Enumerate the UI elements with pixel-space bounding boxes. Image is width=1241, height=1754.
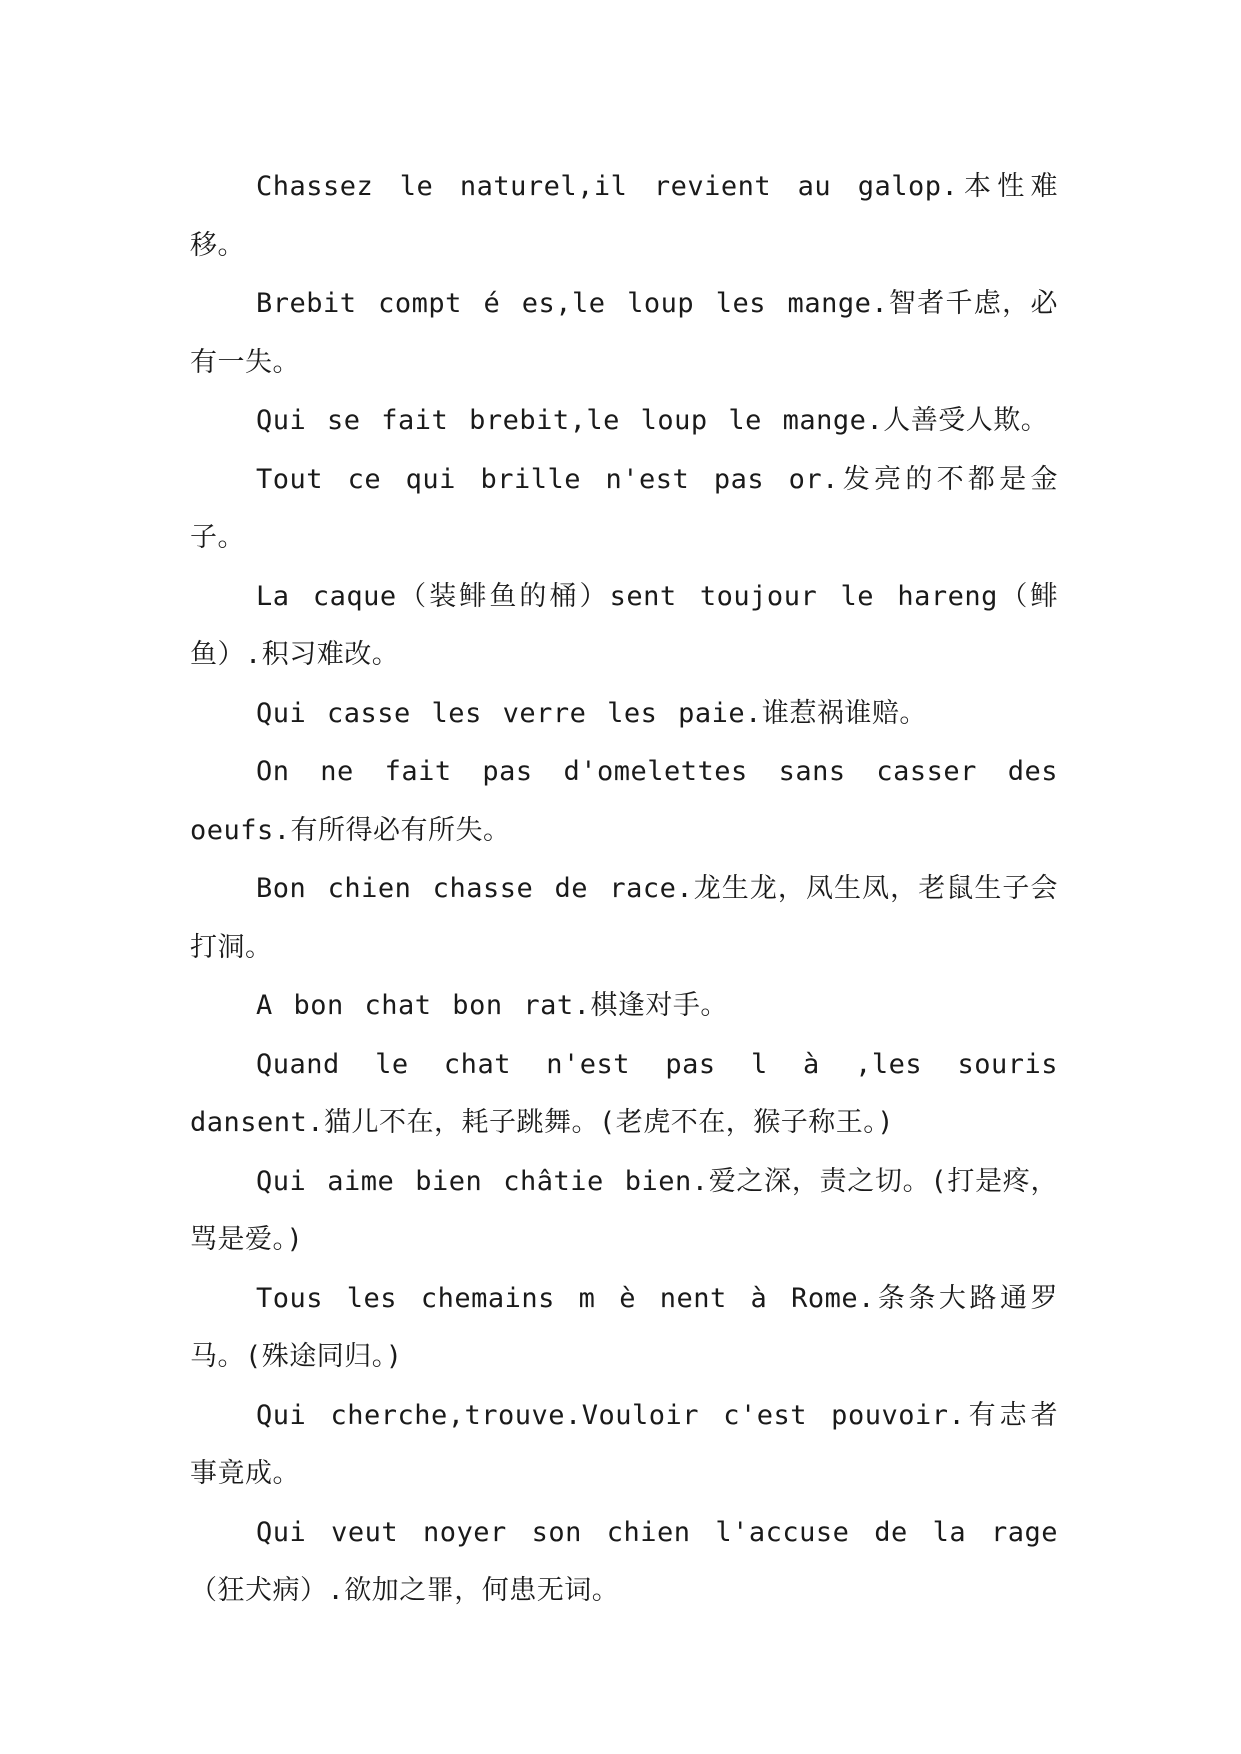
proverb-paragraph: Qui cherche,trouve.Vouloir c'est pouvoir.有志者事竟成。	[190, 1399, 1058, 1489]
proverb-paragraph: On ne fait pas d'omelettes sans casser des oeufs.有所得必有所失。	[190, 756, 1058, 846]
proverb-paragraph: Qui aime bien châtie bien.爱之深，责之切。(打是疼，骂是爱。)	[190, 1165, 1058, 1255]
proverb-paragraph: Qui se fait brebit,le loup le mange.人善受人欺。	[256, 405, 1049, 436]
proverb-paragraph: La caque（装鲱鱼的桶）sent toujour le hareng（鲱鱼）.积习难改。	[190, 580, 1058, 670]
proverb-paragraph: Qui casse les verre les paie.谁惹祸谁赔。	[256, 697, 927, 729]
proverb-paragraph: A bon chat bon rat.棋逢对手。	[256, 990, 728, 1021]
proverb-list	[190, 158, 1058, 1621]
proverb-paragraph: Quand le chat n'est pas l à ,les souris dansent.猫儿不在，耗子跳舞。(老虎不在，猴子称王。)	[190, 1048, 1058, 1138]
proverb-paragraph: Chassez le naturel,il revient au galop.本性难移。	[190, 171, 1058, 261]
proverb-paragraph: Tous les chemains m è nent à Rome.条条大路通罗马。(殊途同归。)	[190, 1282, 1058, 1372]
proverb-paragraph: Tout ce qui brille n'est pas or.发亮的不都是金子。	[190, 463, 1058, 553]
proverb-paragraph: Brebit compt é es,le loup les mange.智者千虑，必有一失。	[190, 288, 1058, 378]
proverb-paragraph: Qui veut noyer son chien l'accuse de la rage（狂犬病）.欲加之罪，何患无词。	[190, 1516, 1058, 1606]
proverb-paragraph: Bon chien chasse de race.龙生龙，凤生凤，老鼠生子会打洞。	[190, 873, 1058, 963]
